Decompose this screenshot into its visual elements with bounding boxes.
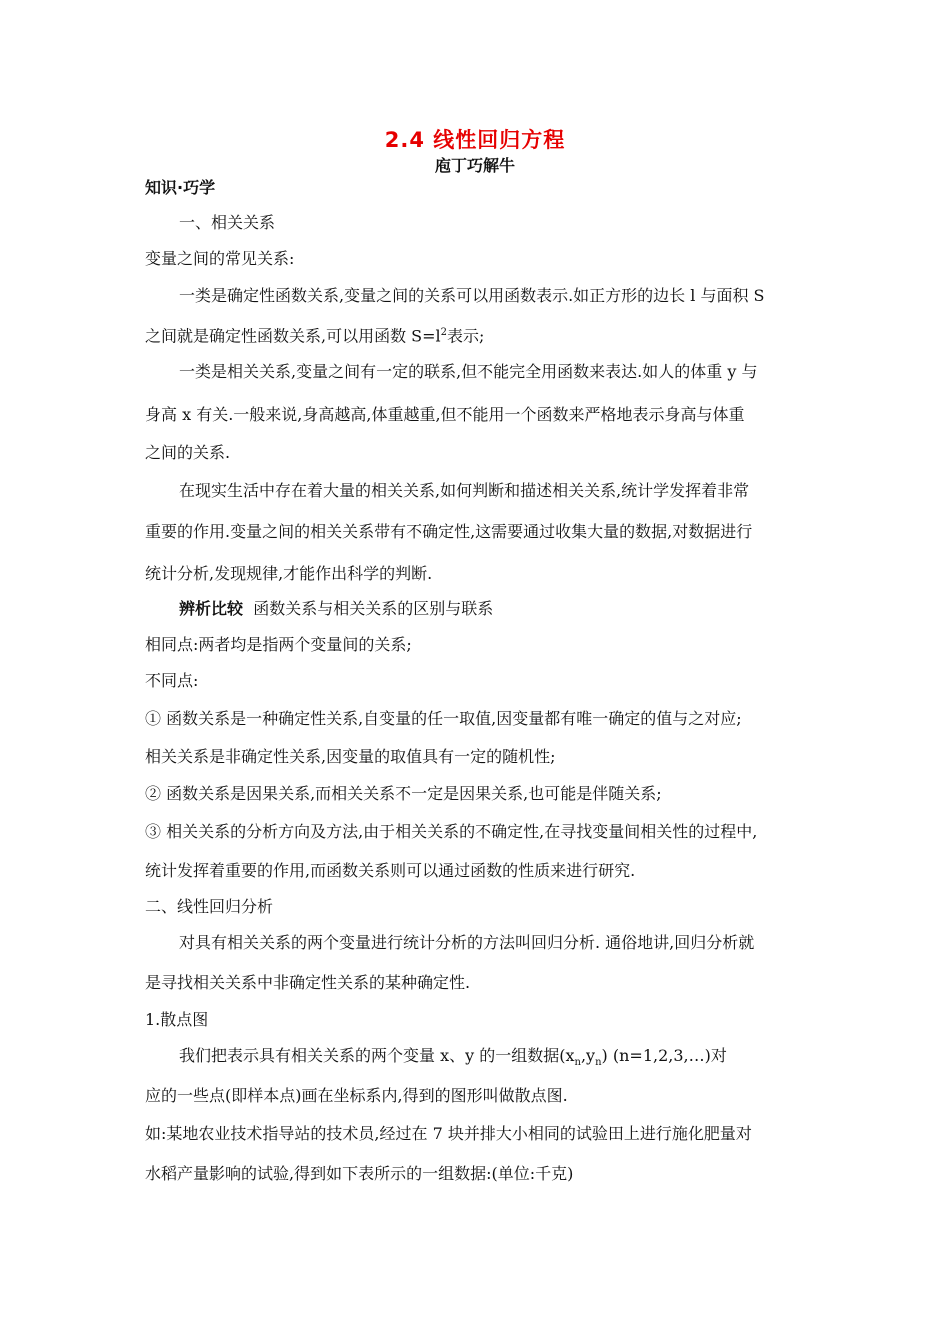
paragraph-3-line-1: 在现实生活中存在着大量的相关关系,如何判断和描述相关关系,统计学发挥着非常 <box>179 481 750 500</box>
difference-1-line-2: 相关关系是非确定性关系,因变量的取值具有一定的随机性; <box>145 747 556 766</box>
difference-3-line-2: 统计发挥着重要的作用,而函数关系则可以通过函数的性质来进行研究. <box>145 861 636 880</box>
paragraph-2-line-2: 身高 x 有关.一般来说,身高越高,体重越重,但不能用一个函数来严格地表示身高与体重 <box>145 405 745 424</box>
difference-1-line-1: ① 函数关系是一种确定性关系,自变量的任一取值,因变量都有唯一确定的值与之对应; <box>145 709 742 728</box>
paragraph-2-line-3: 之间的关系. <box>145 443 231 462</box>
section-1-heading: 一、相关关系 <box>179 213 276 232</box>
paragraph-4-line-1: 对具有相关关系的两个变量进行统计分析的方法叫回归分析. 通俗地讲,回归分析就 <box>179 933 755 952</box>
common-relations-line: 变量之间的常见关系: <box>145 249 295 268</box>
compare-label: 辨析比较 <box>179 599 244 618</box>
paragraph-6-line-2: 水稻产量影响的试验,得到如下表所示的一组数据:(单位:千克) <box>145 1164 574 1183</box>
paragraph-6-line-1: 如:某地农业技术指导站的技术员,经过在 7 块并排大小相同的试验田上进行施化肥量对 <box>145 1124 752 1143</box>
paragraph-3-line-2: 重要的作用.变量之间的相关关系带有不确定性,这需要通过收集大量的数据,对数据进行 <box>145 522 753 541</box>
paragraph-3-line-3: 统计分析,发现规律,才能作出科学的判断. <box>145 564 433 583</box>
knowledge-heading: 知识·巧学 <box>145 178 216 197</box>
same-point-line: 相同点:两者均是指两个变量间的关系; <box>145 635 412 654</box>
difference-3-line-1: ③ 相关关系的分析方向及方法,由于相关关系的不确定性,在寻找变量间相关性的过程中, <box>145 822 758 841</box>
scatter-heading: 1.散点图 <box>145 1010 209 1029</box>
diff-point-line: 不同点: <box>145 671 199 690</box>
paragraph-5-line-1: 我们把表示具有相关关系的两个变量 x、y 的一组数据$(x_n,y_n)$ (n=1,2,3,…)对 <box>179 1046 727 1069</box>
page-subtitle: 庖丁巧解牛 <box>434 156 515 175</box>
compare-line: 辨析比较 函数关系与相关关系的区别与联系 <box>179 599 494 618</box>
section-2-heading: 二、线性回归分析 <box>145 897 274 916</box>
page-title: 2.4 线性回归方程 <box>384 128 566 152</box>
difference-2: ② 函数关系是因果关系,而相关关系不一定是因果关系,也可能是伴随关系; <box>145 784 662 803</box>
paragraph-4-line-2: 是寻找相关关系中非确定性关系的某种确定性. <box>145 973 471 992</box>
paragraph-1-line-1: 一类是确定性函数关系,变量之间的关系可以用函数表示.如正方形的边长 l 与面积 S <box>179 286 765 305</box>
paragraph-5-line-2: 应的一些点(即样本点)画在坐标系内,得到的图形叫做散点图. <box>145 1086 568 1105</box>
paragraph-2-line-1: 一类是相关关系,变量之间有一定的联系,但不能完全用函数来表达.如人的体重 y 与 <box>179 362 758 381</box>
paragraph-1-line-2: 之间就是确定性函数关系,可以用函数 $S=l^2$表示; <box>145 326 485 346</box>
